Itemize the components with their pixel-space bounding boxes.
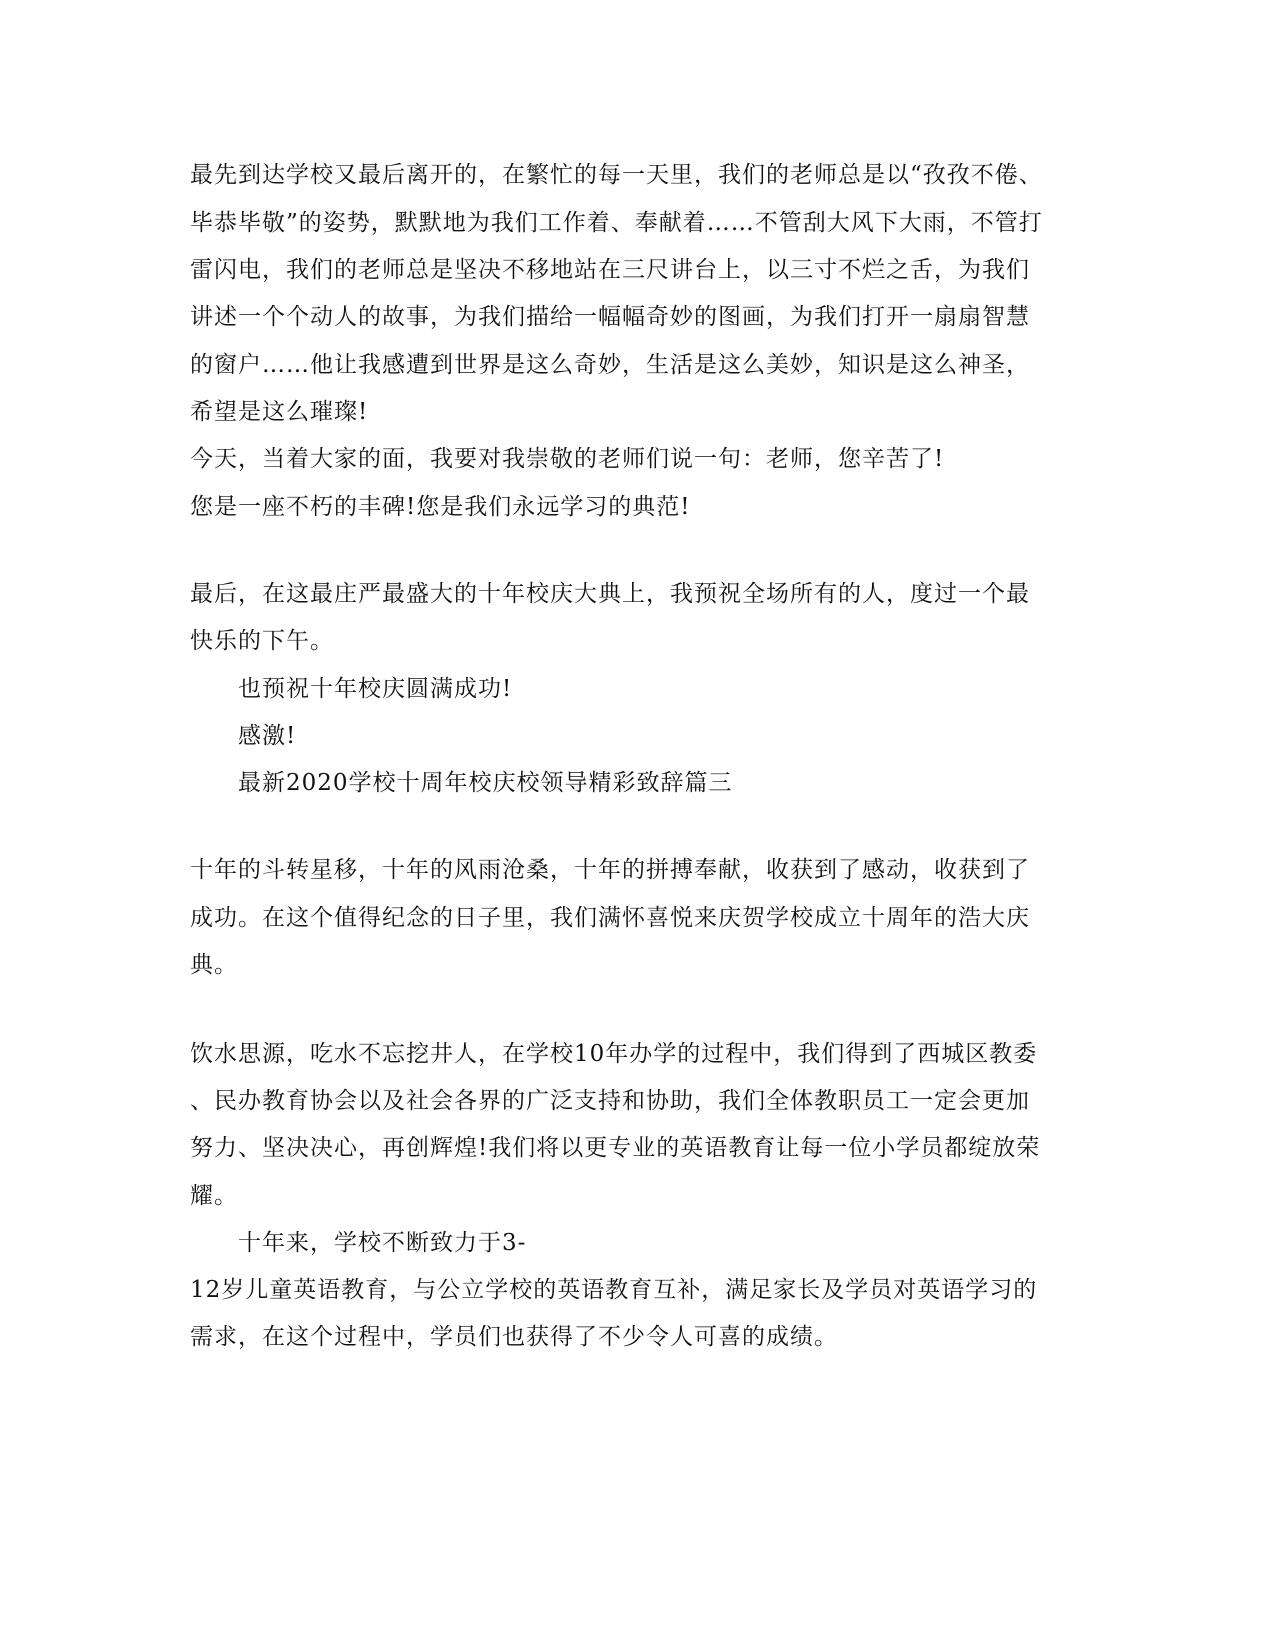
- text-line: 饮水思源，吃水不忘挖井人，在学校10年办学的过程中，我们得到了西城区教委: [190, 1041, 1038, 1067]
- text-line: 感激!: [238, 723, 297, 749]
- text-line: 的窗户……他让我感遭到世界是这么奇妙，生活是这么美妙，知识是这么神圣，: [190, 352, 1030, 378]
- text-line: 讲述一个个动人的故事，为我们描给一幅幅奇妙的图画，为我们打开一扇扇智慧: [190, 304, 1030, 330]
- text-line: 雷闪电，我们的老师总是坚决不移地站在三尺讲台上，以三寸不烂之舌，为我们: [190, 257, 1030, 283]
- text-line: 快乐的下午。: [190, 628, 334, 654]
- text-line: 典。: [190, 952, 238, 978]
- text-line: 十年来，学校不断致力于3-: [238, 1230, 527, 1256]
- text-line: 今天，当着大家的面，我要对我崇敬的老师们说一句：老师，您辛苦了!: [190, 446, 945, 472]
- text-line: 12岁儿童英语教育，与公立学校的英语教育互补，满足家长及学员对英语学习的: [190, 1277, 1038, 1303]
- text-line: 毕恭毕敬”的姿势，默默地为我们工作着、奉献着……不管刮大风下大雨，不管打: [190, 210, 1043, 236]
- text-line: 十年的斗转星移，十年的风雨沧桑，十年的拼搏奉献，收获到了感动，收获到了: [190, 857, 1030, 883]
- text-line: 希望是这么璀璨!: [190, 399, 369, 425]
- text-line: 成功。在这个值得纪念的日子里，我们满怀喜悦来庆贺学校成立十周年的浩大庆: [190, 905, 1030, 931]
- text-line: 最后，在这最庄严最盛大的十年校庆大典上，我预祝全场所有的人，度过一个最: [190, 581, 1030, 607]
- section-heading: 最新2020学校十周年校庆校领导精彩致辞篇三: [238, 770, 733, 796]
- text-line: 耀。: [190, 1183, 238, 1209]
- text-line: 也预祝十年校庆圆满成功!: [238, 676, 513, 702]
- text-line: 努力、坚决决心，再创辉煌!我们将以更专业的英语教育让每一位小学员都绽放荣: [190, 1135, 1041, 1161]
- text-line: 需求，在这个过程中，学员们也获得了不少令人可喜的成绩。: [190, 1324, 838, 1350]
- text-line: 最先到达学校又最后离开的，在繁忙的每一天里，我们的老师总是以“孜孜不倦、: [190, 162, 1043, 188]
- text-line: 您是一座不朽的丰碑!您是我们永远学习的典范!: [190, 494, 691, 520]
- text-line: 、民办教育协会以及社会各界的广泛支持和协助，我们全体教职员工一定会更加: [190, 1088, 1030, 1114]
